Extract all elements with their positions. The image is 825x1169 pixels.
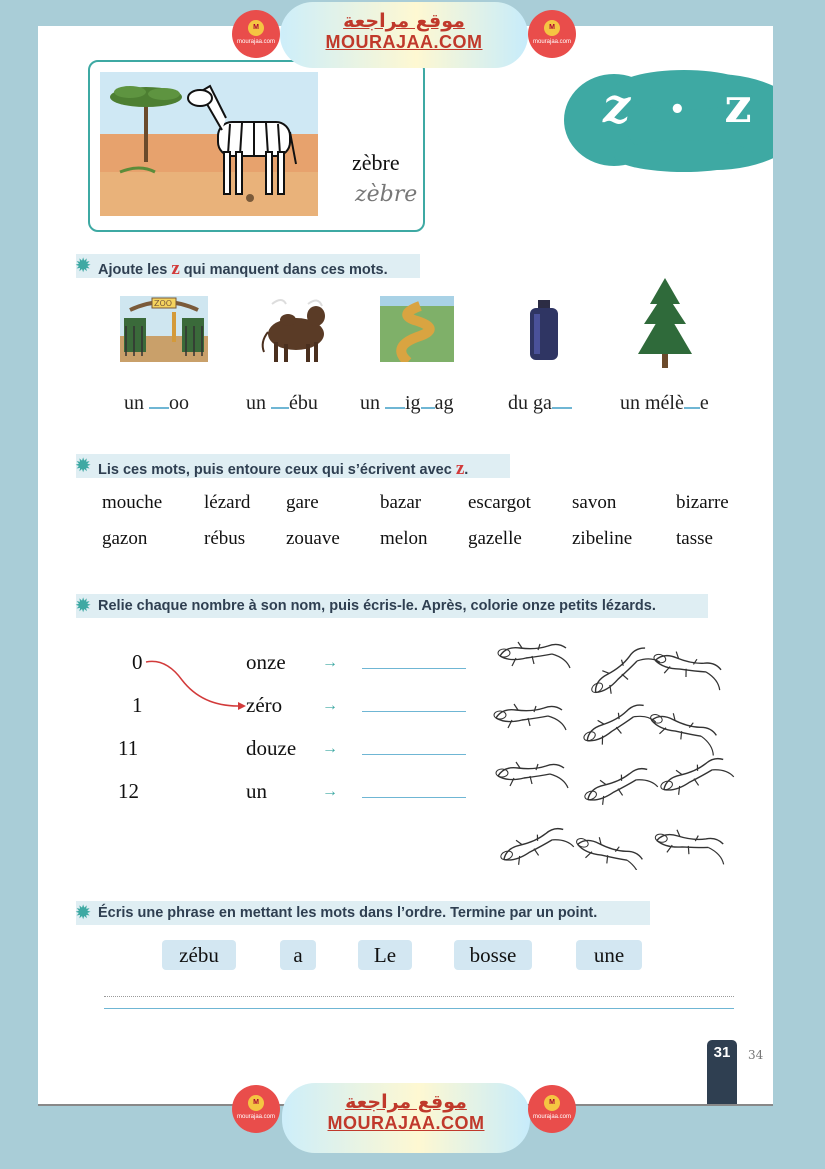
word-rebus[interactable]: rébus <box>204 528 246 549</box>
fill-word-4[interactable]: du ga <box>508 392 572 415</box>
number-1[interactable]: 1 <box>132 693 143 717</box>
name-douze[interactable]: douze <box>246 736 297 760</box>
zoo-gate-picture <box>120 296 208 362</box>
flower-bullet-icon: ✹ <box>76 456 91 475</box>
writing-guide-line[interactable] <box>104 1008 734 1009</box>
arrow-right-icon: → <box>322 783 338 800</box>
larch-tree-picture <box>636 278 694 370</box>
fill-word-3[interactable]: un ig ag <box>360 392 454 414</box>
zebra-illustration-box <box>88 60 425 232</box>
flower-bullet-icon: ✹ <box>76 903 91 922</box>
watermark-badge-top[interactable] <box>280 2 528 68</box>
writing-guide-line[interactable] <box>104 996 734 997</box>
page-number: 31 <box>707 1040 737 1104</box>
site-logo-icon: M mourajaa.com <box>232 10 280 58</box>
number-11[interactable]: 11 <box>118 736 139 760</box>
handwritten-page-number: 34 <box>748 1048 764 1062</box>
word-chip-une[interactable]: une <box>576 940 642 970</box>
example-link-curve <box>142 656 246 716</box>
name-zero[interactable]: zéro <box>246 693 283 717</box>
zebra-word: zèbre <box>352 150 400 175</box>
savanna-zebra-illustration <box>100 72 318 216</box>
watermark-site[interactable]: MOURAJAA.COM <box>327 1113 485 1133</box>
arrow-right-icon: → <box>322 740 338 757</box>
word-chip-bosse[interactable]: bosse <box>454 940 532 970</box>
flower-bullet-icon: ✹ <box>76 256 91 275</box>
gas-canister-picture <box>524 296 564 366</box>
name-onze[interactable]: onze <box>246 650 286 674</box>
word-savon[interactable]: savon <box>572 492 617 513</box>
fill-word-1[interactable]: un oo <box>124 392 189 414</box>
word-zouave[interactable]: zouave <box>286 528 340 549</box>
exercise-2-instruction: ✹ Lis ces mots, puis entoure ceux qui s’écrivent avec z. <box>76 454 510 478</box>
zigzag-path-picture <box>380 296 454 362</box>
answer-line[interactable] <box>362 754 466 755</box>
word-gazon[interactable]: gazon <box>102 528 148 549</box>
answer-line[interactable] <box>362 711 466 712</box>
exercise-3-instruction: ✹ Relie chaque nombre à son nom, puis écris-le. Après, colorie onze petits lézards. <box>76 594 708 618</box>
flower-bullet-icon: ✹ <box>76 596 91 615</box>
exercise-4-instruction: ✹ Écris une phrase en mettant les mots dans l’ordre. Termine par un point. <box>76 901 650 925</box>
answer-line[interactable] <box>362 668 466 669</box>
number-0[interactable]: 0 <box>132 650 143 674</box>
word-bizarre[interactable]: bizarre <box>676 492 729 513</box>
worksheet-page <box>38 26 773 1104</box>
site-logo-icon: M mourajaa.com <box>528 10 576 58</box>
name-un[interactable]: un <box>246 779 267 803</box>
word-chip-le[interactable]: Le <box>358 940 412 970</box>
site-logo-icon: M mourajaa.com <box>232 1085 280 1133</box>
zebra-word-cursive: zèbre <box>355 182 418 207</box>
word-zibeline[interactable]: zibeline <box>572 528 633 549</box>
letter-z-heading: z • z <box>603 78 754 134</box>
word-mouche[interactable]: mouche <box>102 492 163 513</box>
word-tasse[interactable]: tasse <box>676 528 713 549</box>
watermark-arabic: موقع مراجعة <box>343 10 465 32</box>
number-12[interactable]: 12 <box>118 779 139 803</box>
watermark-site[interactable]: MOURAJAA.COM <box>325 32 483 52</box>
svg-text:ZOO: ZOO <box>154 299 173 308</box>
word-lezard[interactable]: lézard <box>204 492 251 513</box>
word-bazar[interactable]: bazar <box>380 492 422 513</box>
exercise-1-instruction: ✹ Ajoute les z qui manquent dans ces mots. <box>76 254 420 278</box>
word-gare[interactable]: gare <box>286 492 319 513</box>
word-melon[interactable]: melon <box>380 528 428 549</box>
arrow-right-icon: → <box>322 697 338 714</box>
fill-word-5[interactable]: un mélè e <box>620 392 709 414</box>
site-logo-icon: M mourajaa.com <box>528 1085 576 1133</box>
word-escargot[interactable]: escargot <box>468 492 531 513</box>
watermark-arabic: موقع مراجعة <box>345 1091 467 1113</box>
word-gazelle[interactable]: gazelle <box>468 528 522 549</box>
word-chip-zebu[interactable]: zébu <box>162 940 236 970</box>
zebu-picture <box>252 296 332 366</box>
arrow-right-icon: → <box>322 654 338 671</box>
watermark-badge-bottom[interactable] <box>282 1083 530 1153</box>
fill-word-2[interactable]: un ébu <box>246 392 318 414</box>
answer-line[interactable] <box>362 797 466 798</box>
word-chip-a[interactable]: a <box>280 940 316 970</box>
lizards-coloring-grid[interactable] <box>490 630 740 870</box>
